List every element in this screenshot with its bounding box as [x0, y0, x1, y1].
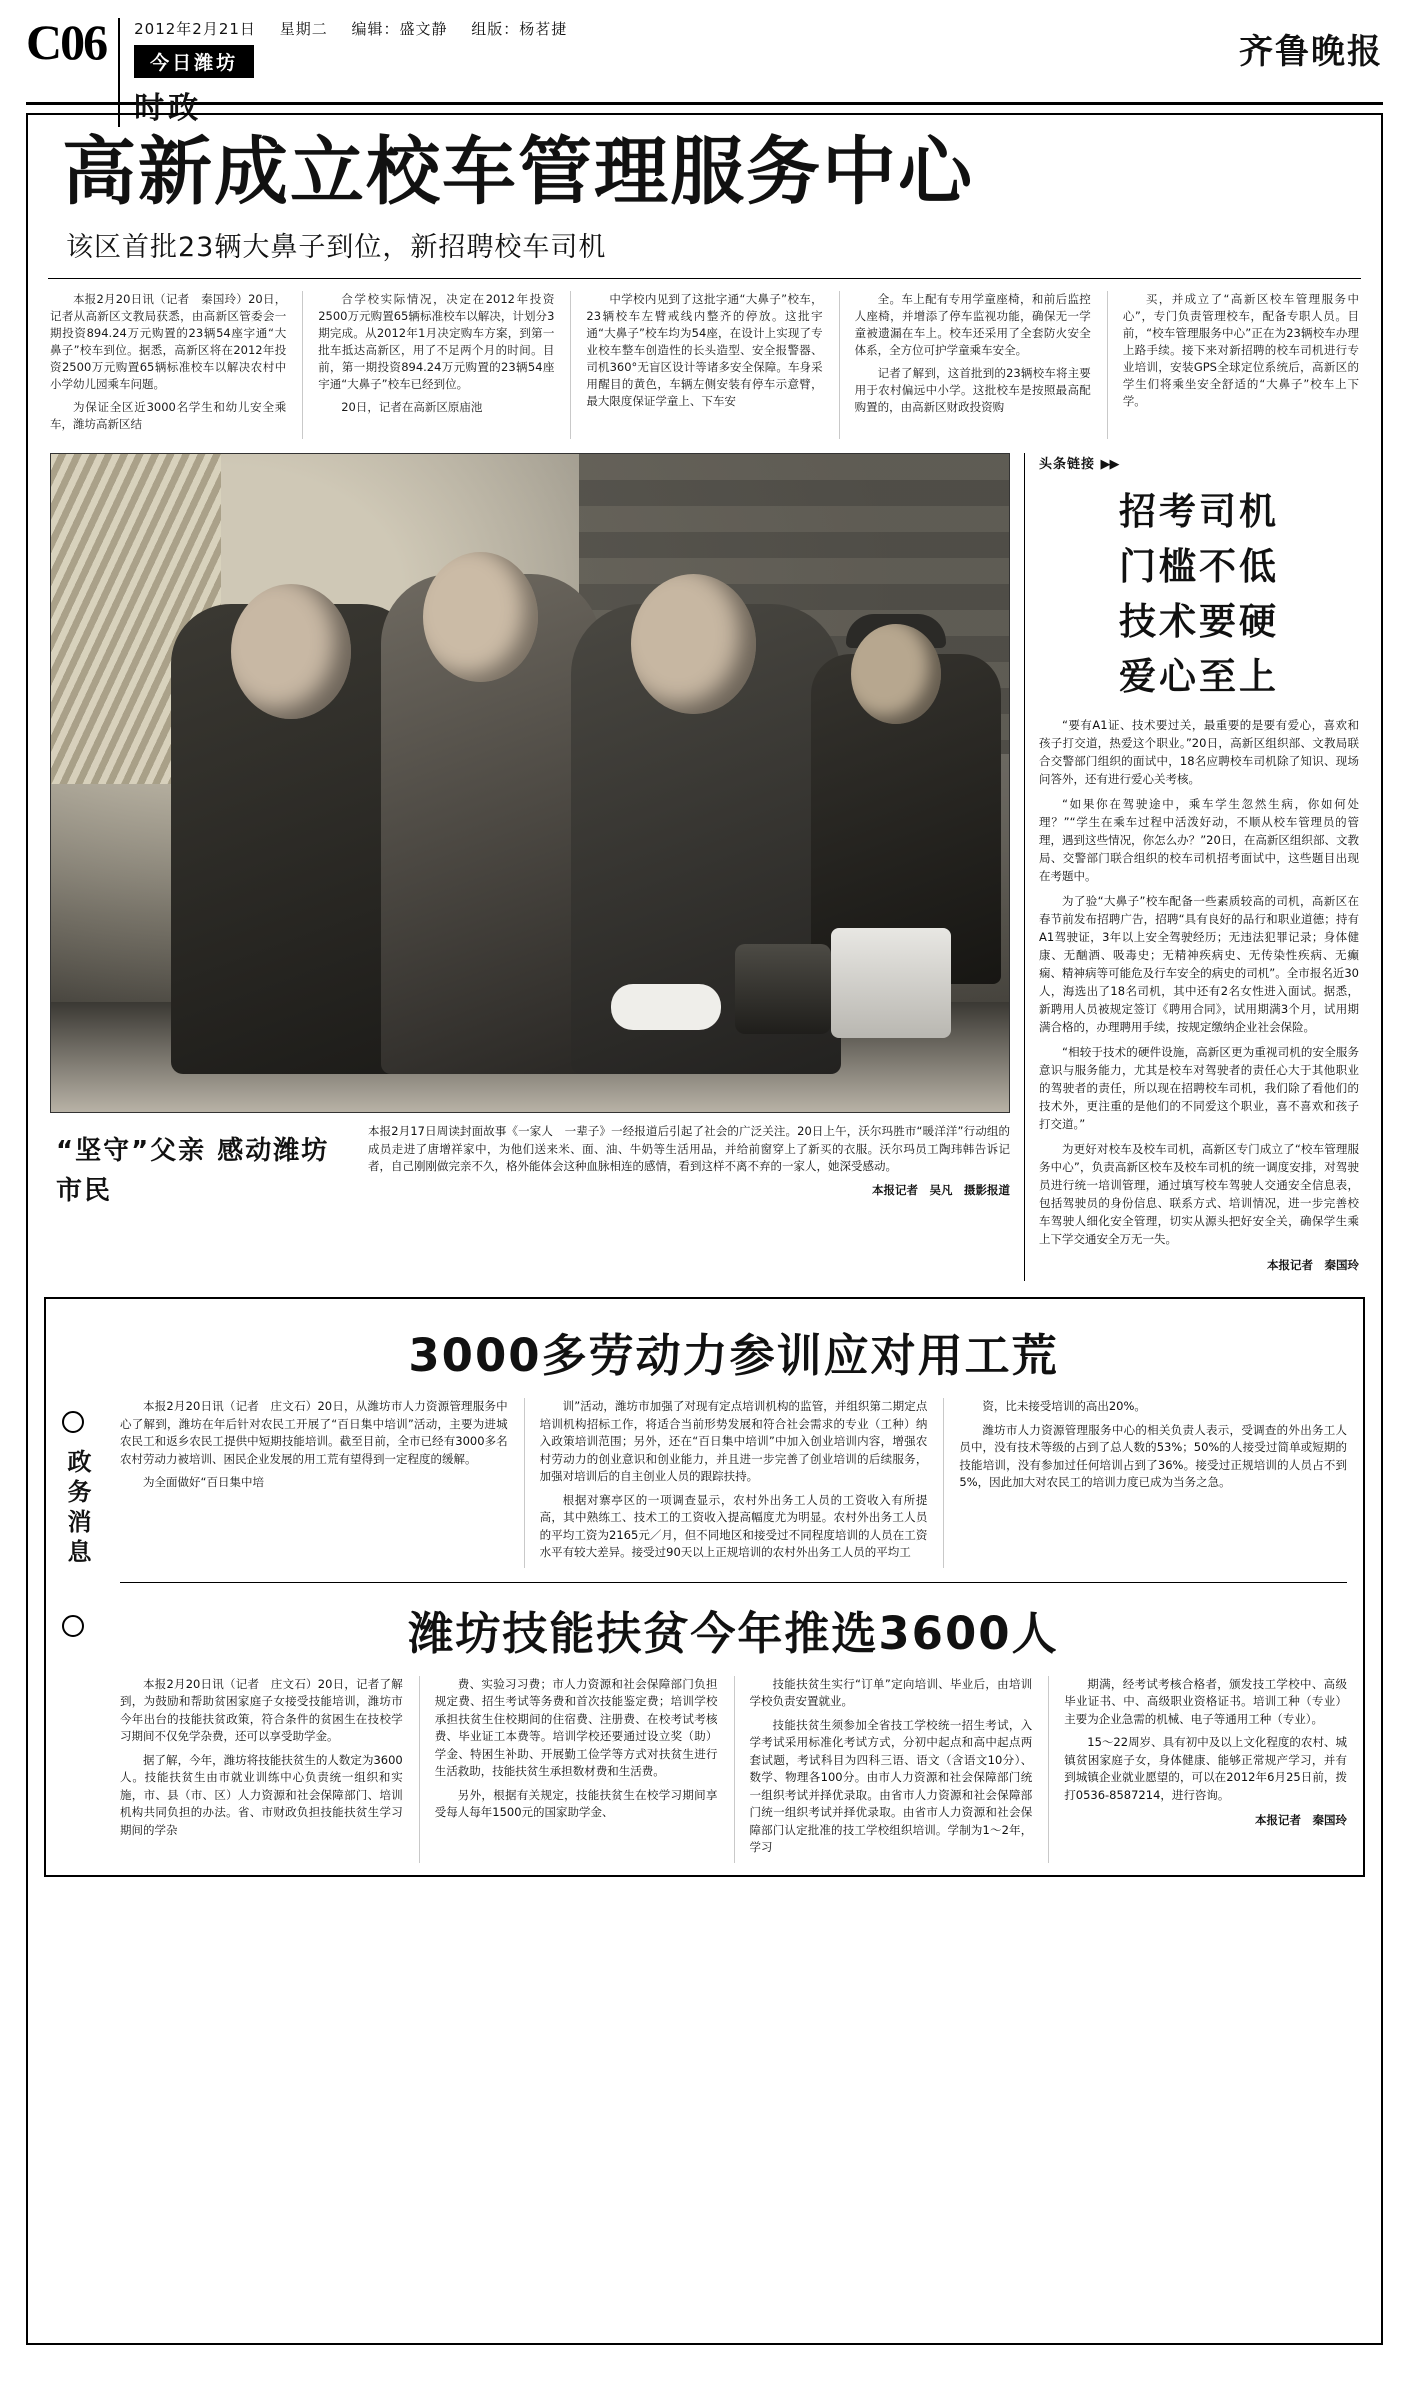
page-title: 高新成立校车管理服务中心 [62, 129, 974, 215]
decorative-circle-icon [62, 1411, 84, 1433]
masthead [26, 14, 1383, 126]
middle-zone [44, 453, 1365, 1281]
body-paragraph: 另外，根据有关规定，技能扶贫生在校学习期间享受每人每年1500元的国家助学金、 [434, 1787, 718, 1819]
chevron-right-icon: ▶▶ [1100, 457, 1119, 472]
bottom1-column-1 [120, 1398, 508, 1568]
sidebar-paragraph: “如果你在驾驶途中，乘车学生忽然生病，你如何处理？”“学生在乘车过程中活泼好动，不顺从校车管理员的管理，遇到这些情况，你怎么办？”20日，在高新区组织部、文教局、交警部门联合组织的校车司机招考面试中，这些题目出现在考题中。 [1039, 797, 1359, 883]
pot-object [735, 944, 831, 1034]
news-photo [50, 453, 1010, 1113]
bottom-article1-columns [120, 1398, 1347, 1568]
lead-column-4 [839, 291, 1091, 439]
body-paragraph: 训”活动，潍坊市加强了对现有定点培训机构的监管，并组织第二期定点培训机构招标工作，将适合当前形势发展和符合社会需求的专业（工种）纳入政策培训范围；另外，还在“百日集中培训”中加入创业培训内容，增强农村劳动力的创业意识和创业能力，并且进一步完善了创业培训的后续服务，加强对培训后的自主创业人员的跟踪扶持。 [539, 1399, 928, 1483]
lead-paragraph: 买，并成立了“高新区校车管理服务中心”，专门负责管理校车，配备专职人员。目前，“校车管理服务中心”正在为23辆校车办理上路手续。接下来对新招聘的校车司机进行专业培训，安装GPS全球定位系统后，高新区的学生们将乘坐安全舒适的“大鼻子”校车上下学。 [1122, 292, 1360, 408]
body-paragraph: 潍坊市人力资源管理服务中心的相关负责人表示，受调查的外出务工人员中，没有技术等级的占到了总人数的53%；50%的人接受过简单或短期的技能培训，没有参加过任何培训占到了36%。接受过正规培训的人员占不到5%，因此加大对农民工的培训力度已成为当务之急。 [959, 1422, 1348, 1489]
headline-divider [48, 278, 1361, 279]
bottom1-column-2 [524, 1398, 928, 1568]
body-paragraph: 资，比未接受培训的高出20%。 [982, 1399, 1146, 1413]
sidebar-title-line: 技术要硬 [1119, 600, 1279, 643]
lead-paragraph: 为保证全区近3000名学生和幼儿安全乘车，潍坊高新区结 [50, 400, 287, 431]
bottom1-column-3 [943, 1398, 1347, 1568]
sidebar-kicker [1039, 453, 1359, 472]
photo-caption-body-wrap [350, 1123, 1010, 1211]
sidebar-title-line: 门槛不低 [1119, 545, 1279, 588]
sidebar-paragraph: “要有A1证、技术要过关，最重要的是要有爱心，喜欢和孩子打交道，热爱这个职业。”20日，高新区组织部、文教局联合交警部门组织的面试中，18名应聘校车司机除了知识、现场问答外，还有进行爱心关考核。 [1039, 718, 1359, 786]
bottom-article2-title: 潍坊技能扶贫今年推选3600人 [408, 1606, 1059, 1660]
body-paragraph: 15～22周岁、具有初中及以上文化程度的农村、城镇贫困家庭子女，身体健康、能够正常规产学习，并有到城镇企业就业愿望的，可以在2012年6月25日前，拨打0536-8587214，进行咨询。 [1064, 1735, 1347, 1802]
decorative-circle-icon [62, 1615, 84, 1637]
layout-credit: 组版：杨茗捷 [471, 20, 568, 38]
sidebar-paragraph: 为更好对校车及校车司机，高新区专门成立了“校车管理服务中心”，负责高新区校车及校车司机的统一调度安排，对驾驶员进行统一培训管理，通过填写校车驾驶人交通安全信息表，包括驾驶员的身份信息、联系方式、培训情况，进一步完善校车驾驶人细化安全管理，切实从源头把好安全关，确保学生乘上下学交通安全万无一失。 [1039, 1142, 1359, 1246]
masthead-meta [134, 18, 585, 39]
lead-paragraph: 20日，记者在高新区原庙池 [341, 400, 483, 414]
sidebar-title-line: 招考司机 [1119, 490, 1279, 533]
lead-paragraph: 合学校实际情况，决定在2012年投资2500万元购置65辆标准校车以解决，计划分3期完成。从2012年1月决定购车方案，到第一批车抵达高新区，用了不足两个月的时间。目前，第一期投资894.24万元购置的23辆54座宇通“大鼻子”校车已经到位。 [318, 292, 555, 391]
sidebar-article [1024, 453, 1359, 1281]
photo-byline: 本报记者 吴凡 摄影报道 [872, 1182, 1010, 1197]
today-badge: 今日潍坊 [134, 45, 254, 78]
photo-caption-title: “坚守”父亲 感动潍坊市民 [56, 1136, 330, 1206]
lead-text-columns [44, 291, 1365, 439]
lead-column-2 [302, 291, 554, 439]
bottom-package [44, 1297, 1365, 1877]
sidebar-body [1039, 716, 1359, 1274]
bottom2-column-2 [419, 1676, 718, 1863]
bucket-object [831, 928, 951, 1038]
body-paragraph: 根据对寨亭区的一项调查显示，农村外出务工人员的工资收入有所提高，其中熟练工、技术工的工资收入提高幅度尤为明显。农村外出务工人员的平均工资为2165元／月，但不同地区和接受过不同程度培训的人员在工资水平有较大差异。接受过90天以上正规培训的农村外出务工人员的平均工 [539, 1492, 928, 1559]
masthead-center [118, 18, 585, 127]
bottom2-byline: 本报记者 秦国玲 [1255, 1813, 1347, 1827]
lead-column-5 [1107, 291, 1359, 439]
bottom-article2-columns [120, 1676, 1347, 1863]
lead-paragraph: 中学校内见到了这批字通“大鼻子”校车，23辆校车左臂戒线内整齐的停放。这批宇通“大鼻子”校车均为54座，在设计上实现了专业校车整车创造性的长头造型、安全报警器、司机360°无盲区设计等诸多安全保障。车身采用醒目的黄色，车辆左侧安装有停车示意臂，最大限度保证学童上、下车安 [586, 292, 823, 408]
shoe-object [611, 984, 721, 1030]
sidebar-paragraph: “相较于技术的硬件设施，高新区更为重视司机的安全服务意识与服务能力，尤其是校车对驾驶者的责任心大于其他职业的驾驶者的责任，所以现在招聘校车司机，我们除了看他们的技术外，更注重的是他们的不同爱这个职业，喜不喜欢和孩子打交道。” [1039, 1045, 1359, 1131]
page-folio: C06 [26, 14, 107, 70]
body-paragraph: 据了解，今年，潍坊将技能扶贫生的人数定为3600人。技能扶贫生由市就业训练中心负责统一组织和实施，市、县（市、区）人力资源和社会保障部门、培训机构共同负担的办法。省、市财政负担技能扶贫生学习期间的学杂 [120, 1752, 403, 1837]
body-paragraph: 期满，经考试考核合格者，颁发技工学校中、高级毕业证书、中、高级职业资格证书。培训工种（专业）主要为企业急需的机械、电子等通用工种（专业）。 [1064, 1676, 1347, 1726]
photo-block [50, 453, 1010, 1281]
body-paragraph: 费、实验习习费；市人力资源和社会保障部门负担规定费、招生考试等务费和首次技能鉴定费；培训学校承担扶贫生住校期间的住宿费、注册费、在校考试考核费、毕业证工本费等。培训学校还要通过设立奖（助）学金、特困生补助、开展勤工俭学等方式对扶贫生进行生活救助，技能扶贫生承担数材费和生活费。 [434, 1676, 718, 1778]
body-paragraph: 本报2月20日讯（记者 庄文石）20日，从潍坊市人力资源管理服务中心了解到，潍坊在年后针对农民工开展了“百日集中培训”活动，主要为进城农民工和返乡农民工提供中短期技能培训。截至目前，全市已经有3000多名农村劳动力被培训、困民企业发展的用工荒有望得到一定程度的缓解。 [120, 1399, 508, 1466]
lead-column-3 [570, 291, 822, 439]
bottom2-column-4 [1048, 1676, 1347, 1863]
body-paragraph: 技能扶贫生须参加全省技工学校统一招生考试，入学考试采用标准化考试方式，分初中起点和高中起点两套试题，考试科目为四科三语、语文（含语文10分）、数学、物理各100分。由市人力资源和社会保障部门统一组织考试并择优录取。由省市人力资源和社会保障部门统一组织考试并择优录取。由省市人力资源和社会保障部门认定批准的技工学校组织培训。学制为1～2年，学习 [749, 1717, 1033, 1854]
paper-logo: 齐鲁晚报 [1239, 32, 1383, 72]
sidebar-kicker-label: 头条链接 [1039, 457, 1096, 472]
section-title: 时政 [134, 91, 203, 126]
bottom-article1-title: 3000多劳动力参训应对用工荒 [408, 1329, 1059, 1382]
sidebar-title-line: 爱心至上 [1119, 655, 1279, 698]
sidebar-byline: 本报记者 秦国玲 [1267, 1258, 1359, 1272]
bottom2-column-1 [120, 1676, 403, 1863]
photo-caption-body: 本报2月17日周读封面故事《一家人 一辈子》一经报道后引起了社会的广泛关注。20日上午，沃尔玛胜市“暖洋洋”行动组的成员走进了唐增祥家中，为他们送来米、面、油、牛奶等生活用品，并给前窗穿上了新买的衣服。沃尔玛员工陶玮韩告诉记者，自己刚刚做完亲不久，格外能体会这种血脉相连的感情，看到这样不离不弃的一家人，她深受感动。 [368, 1124, 1010, 1173]
bottom2-column-3 [734, 1676, 1033, 1863]
lead-paragraph: 全。车上配有专用学童座椅，和前后监控人座椅，并增添了停车监视功能，确保无一学童被遗漏在车上。校车还采用了全套防火安全体系，全方位可护学童乘车安全。 [854, 292, 1091, 357]
editor-credit: 编辑：盛文静 [351, 20, 448, 38]
lead-column-1 [50, 291, 286, 439]
main-article-frame [26, 113, 1383, 2345]
body-paragraph: 本报2月20日讯（记者 庄文石）20日，记者了解到，为鼓励和帮助贫困家庭子女接受技能培训，潍坊市今年出台的技能扶贫政策，符合条件的贫困生在技校学习期间不仅免学杂费，还可以享受助学金。 [120, 1676, 403, 1743]
photo-caption-row [50, 1123, 1010, 1211]
sidebar-title [1039, 482, 1359, 716]
body-paragraph: 技能扶贫生实行“订单”定向培训、毕业后，由培训学校负责安置就业。 [749, 1676, 1033, 1708]
page-subtitle: 该区首批23辆大鼻子到位，新招聘校车司机 [66, 232, 607, 263]
lead-paragraph: 本报2月20日讯（记者 秦国玲）20日，记者从高新区文教局获悉，由高新区管委会一期投资894.24万元购置的23辆54座字通“大鼻子”校车到位。据悉，高新区将在2012年投资2500万元购置65辆标准校车以解决农村中小学幼儿园乘车问题。 [50, 292, 287, 391]
sidebar-paragraph: 为了验“大鼻子”校车配备一些素质较高的司机，高新区在春节前发布招聘广告，招聘“具有良好的品行和职业道德；持有A1驾驶证，3年以上安全驾驶经历；无违法犯罪记录；身体健康、无酗酒、吸毒史；无精神疾病史、无传染性疾病、无癫痫、精神病等可能危及行车安全的病史的司机”。全市报名近30人，海选出了18名司机，其中还有2名女性进入面试。据悉，新聘用人员被规定签订《聘用合同》，试用期满3个月，试用期满合格的，办理聘用手续，按规定缴纳企业社会保险。 [1039, 894, 1359, 1034]
publish-date: 2012年2月21日 [134, 20, 256, 38]
body-paragraph: 为全面做好“百日集中培 [143, 1475, 264, 1489]
vertical-section-label: 政务消息 [63, 1449, 91, 1569]
weekday: 星期二 [279, 20, 328, 38]
bottom-divider [120, 1582, 1347, 1583]
lead-paragraph: 记者了解到，这首批到的23辆校车将主要用于农村偏远中小学。这批校车是按照最高配购置的，由高新区财政投资购 [854, 366, 1091, 414]
